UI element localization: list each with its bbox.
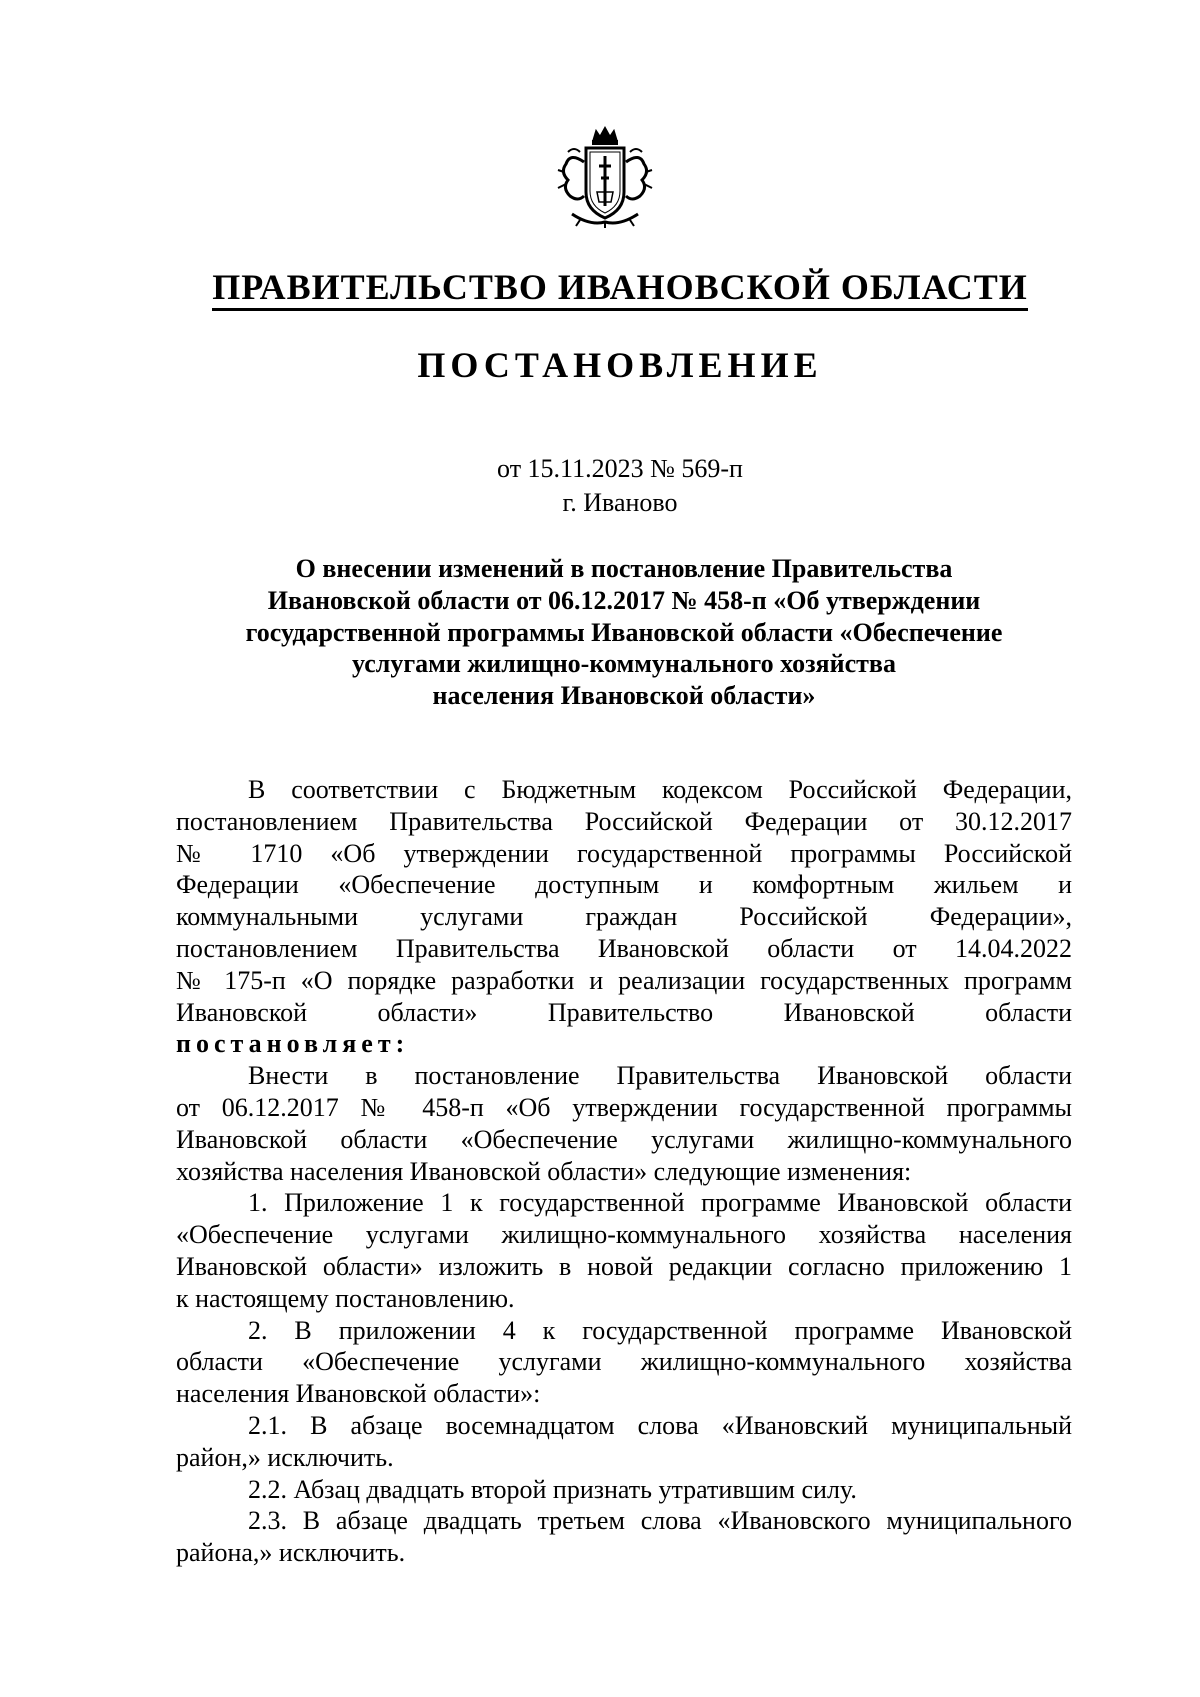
body-line: 2. В приложении 4 к государственной программе Ивановской — [248, 1315, 1072, 1345]
body-line: № 175-п «О порядке разработки и реализации государственных программ — [176, 965, 1072, 995]
subject-line: государственной программы Ивановской области «Обеспечение — [245, 617, 1003, 647]
body-line: 2.1. В абзаце восемнадцатом слова «Ивановский муниципальный — [248, 1410, 1072, 1440]
body-line: района,» исключить. — [176, 1538, 406, 1568]
body-line: постановлением Правительства Российской Федерации от 30.12.2017 — [176, 806, 1072, 836]
body-line: В соответствии с Бюджетным кодексом Российской Федерации, — [248, 775, 1072, 804]
body-line: 2.2. Абзац двадцать второй признать утратившим силу. — [248, 1474, 857, 1504]
document-date-number: от 15.11.2023 № 569-п — [497, 454, 743, 483]
resolution-word: постановляет: — [176, 1029, 410, 1059]
ivanovo-oblast-coat-of-arms-icon — [550, 122, 660, 230]
body-line: от 06.12.2017 № 458-п «Об утверждении государственной программы — [176, 1092, 1072, 1122]
subject-line: О внесении изменений в постановление Правительства — [295, 554, 953, 583]
body-line: «Обеспечение услугами жилищно-коммунального хозяйства населения — [176, 1220, 1072, 1250]
body-line: № 1710 «Об утверждении государственной программы Российской — [176, 838, 1072, 868]
body-line: район,» исключить. — [176, 1442, 394, 1472]
document-city: г. Иваново — [562, 488, 678, 517]
subject-line: населения Ивановской области» — [432, 681, 816, 711]
body-line: населения Ивановской области»: — [176, 1379, 541, 1409]
body-line: 2.3. В абзаце двадцать третьем слова «Ивановского муниципального — [248, 1506, 1072, 1536]
subject-line: Ивановской области от 06.12.2017 № 458-п «Об утверждении — [267, 585, 981, 615]
organization-title — [0, 265, 1200, 309]
body-line: области «Обеспечение услугами жилищно-коммунального хозяйства — [176, 1347, 1072, 1377]
body-line: Ивановской области» Правительство Ивановской области — [176, 997, 1072, 1027]
body-line: коммунальными услугами граждан Российской Федерации», — [176, 902, 1072, 932]
document-body — [176, 774, 1072, 1569]
document-subject — [176, 552, 1072, 711]
subject-line: услугами жилищно-коммунального хозяйства — [352, 649, 896, 679]
body-line: Федерации «Обеспечение доступным и комфортным жильем и — [176, 870, 1072, 900]
body-line: Ивановской области «Обеспечение услугами жилищно-коммунального — [176, 1124, 1072, 1154]
body-line: хозяйства населения Ивановской области» следующие изменения: — [176, 1156, 912, 1186]
organization-title-text: ПРАВИТЕЛЬСТВО ИВАНОВСКОЙ ОБЛАСТИ — [212, 267, 1028, 311]
document-type: ПОСТАНОВЛЕНИЕ — [417, 345, 823, 385]
body-line: Ивановской области» изложить в новой редакции согласно приложению 1 — [176, 1251, 1072, 1281]
body-line: к настоящему постановлению. — [176, 1283, 515, 1313]
body-line: 1. Приложение 1 к государственной программе Ивановской области — [248, 1188, 1072, 1218]
body-line: Внести в постановление Правительства Ивановской области — [248, 1061, 1072, 1091]
body-line: постановлением Правительства Ивановской области от 14.04.2022 — [176, 933, 1072, 963]
